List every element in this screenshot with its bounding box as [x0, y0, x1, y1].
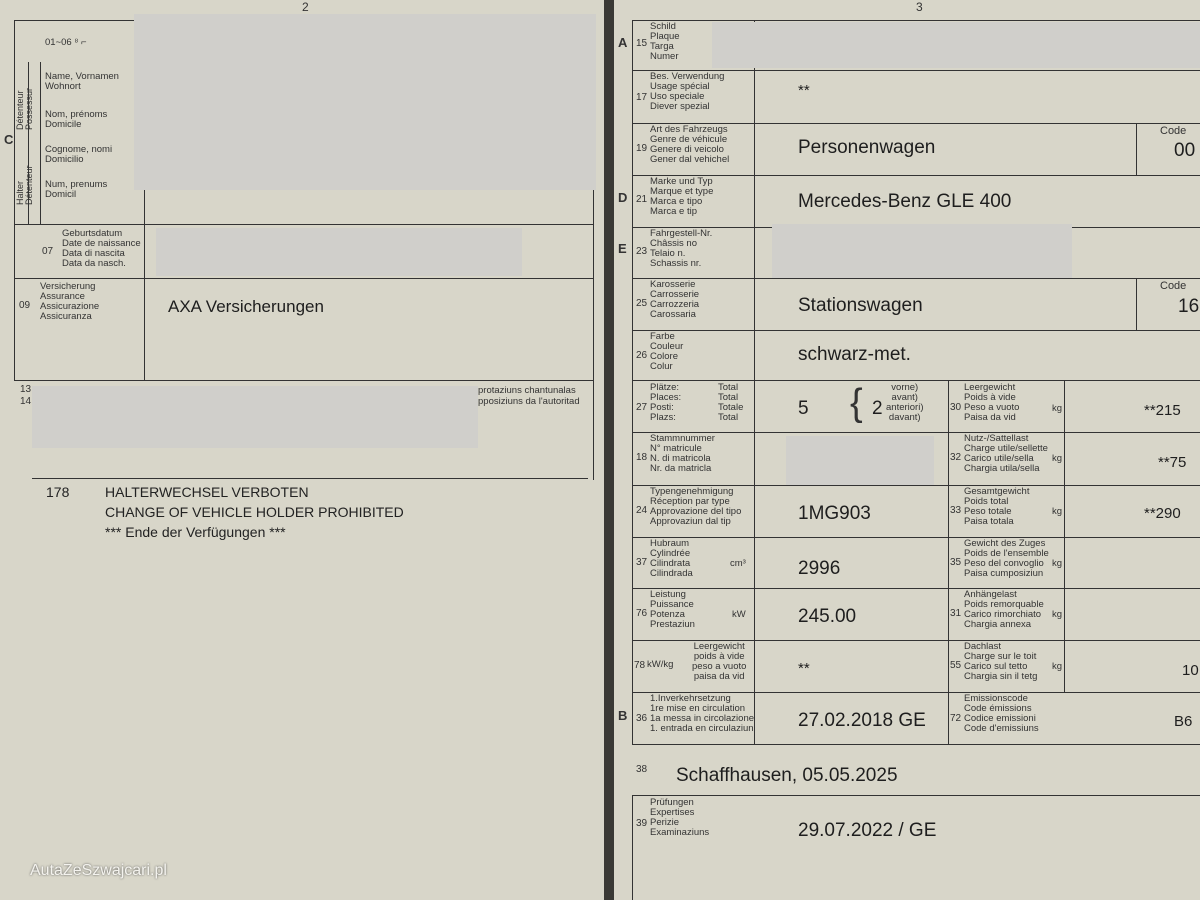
field-labels: Gesamtgewicht Poids total Peso totale Paisa totala — [964, 486, 1030, 527]
holder-vertical-label-2: Détenteur Possessur — [15, 87, 34, 130]
field-labels: Leistung Puissance Potenza Prestaziun — [650, 589, 695, 630]
field-number-07: 07 — [42, 246, 54, 257]
field-labels: Marke und Typ Marque et type Marca e tipo Marca e tip — [650, 176, 714, 217]
row-divider — [632, 744, 1200, 745]
row-letter-a: A — [618, 35, 628, 50]
remark-line-1: HALTERWECHSEL VERBOTEN — [105, 484, 309, 500]
name-label-it: Cognome, nomi Domicilio — [45, 144, 113, 165]
redacted-birthdate — [156, 228, 522, 276]
field-number: 25 — [636, 298, 648, 309]
row-divider — [632, 588, 1200, 589]
unit-label: kg — [1052, 506, 1063, 517]
field-number-39: 39 — [636, 818, 648, 829]
seats-front: 2 — [872, 398, 883, 419]
field-number: 31 — [950, 608, 962, 619]
row-divider — [632, 795, 1200, 796]
field-labels: Karosserie Carrosserie Carrozzeria Carossaria — [650, 279, 700, 320]
row-divider — [632, 537, 1200, 538]
row-divider — [632, 432, 1200, 433]
redacted-master-number — [786, 436, 934, 486]
field-labels: Stammnummer N° matricule N. di matricola Nr. da matricla — [650, 433, 715, 474]
redacted-holder-block — [134, 14, 596, 190]
redacted-field-13 — [32, 386, 478, 448]
frame-line — [1064, 380, 1065, 692]
row-divider — [14, 278, 594, 279]
field-number: 30 — [950, 402, 962, 413]
page-number-left: 2 — [302, 0, 309, 14]
frame-line — [14, 278, 15, 380]
vehicle-type-code: 00 — [1174, 140, 1196, 161]
remark-divider — [32, 478, 588, 479]
body-type-value: Stationswagen — [798, 295, 923, 316]
redacted-plate — [712, 22, 1200, 68]
row-divider — [14, 224, 594, 225]
page-number-right: 3 — [916, 0, 923, 14]
code-label: Code — [1160, 280, 1187, 292]
remark-line-2: CHANGE OF VEHICLE HOLDER PROHIBITED — [105, 504, 404, 520]
field-labels: Emissionscode Code émissions Codice emissioni Code d'emissiuns — [964, 693, 1039, 734]
field-value: ** — [798, 82, 810, 99]
code-label: Code — [1160, 125, 1187, 137]
unit-label: kg — [1052, 558, 1063, 569]
inspection-value: 29.07.2022 / GE — [798, 820, 937, 841]
field-number: 18 — [636, 452, 648, 463]
power-weight-value: ** — [798, 660, 810, 677]
field-number: 37 — [636, 557, 648, 568]
field-number: 33 — [950, 505, 962, 516]
unit-label: kg — [1052, 661, 1063, 672]
frame-line — [40, 62, 41, 224]
displacement-value: 2996 — [798, 558, 841, 579]
field-number-14: 14 — [20, 396, 32, 407]
field-labels: Nutz-/Sattellast Charge utile/sellette Carico utile/sella Chargia utila/sella — [964, 433, 1048, 474]
holder-vertical-label: Halter Détenteur — [15, 165, 34, 205]
frame-line — [1136, 123, 1137, 175]
field-number: 24 — [636, 505, 648, 516]
field-labels: Dachlast Charge sur le toit Carico sul tetto Chargia sin il tetg — [964, 641, 1038, 682]
vehicle-type-value: Personenwagen — [798, 137, 936, 158]
field-labels: Leergewicht poids à vide peso a vuoto paisa da vid — [692, 641, 747, 682]
roof-load-value: 10 — [1182, 662, 1199, 679]
seats-front-labels: vorne) avant) anteriori) davant) — [886, 382, 924, 423]
field-number: 32 — [950, 452, 962, 463]
field-labels: Anhängelast Poids remorquable Carico rimorchiato Chargia annexa — [964, 589, 1044, 630]
field-number: 27 — [636, 402, 648, 413]
field-number-09: 09 — [19, 300, 31, 311]
field-labels: Schild Plaque Targa Numer — [650, 21, 680, 62]
field-labels: 1.Inverkehrsetzung 1re mise en circulation 1a messa in circolazione 1. entrada en circulaziun — [650, 693, 755, 734]
field-labels: Farbe Couleur Colore Colur — [650, 331, 684, 372]
name-label-rm: Num, prenums Domicil — [45, 179, 108, 200]
name-label-de: Name, Vornamen Wohnort — [45, 71, 119, 92]
right-page — [614, 0, 1200, 900]
power-value: 245.00 — [798, 606, 857, 627]
type-approval-value: 1MG903 — [798, 503, 871, 524]
field-number-38: 38 — [636, 764, 648, 775]
row-divider — [14, 380, 594, 381]
row-letter-b: B — [618, 708, 628, 723]
field-number: 17 — [636, 92, 648, 103]
field-labels: Bes. Verwendung Usage spécial Uso speciale Diever spezial — [650, 71, 725, 112]
frame-line — [1136, 278, 1137, 330]
field-labels: Hubraum Cylindrée Cilindrata Cilindrada — [650, 538, 693, 579]
insurance-labels: Versicherung Assurance Assicurazione Assicuranza — [40, 281, 100, 322]
field-number: 78 — [634, 660, 646, 671]
field-labels: Leergewicht Poids à vide Peso a vuoto Paisa da vid — [964, 382, 1020, 423]
field-number: 21 — [636, 194, 648, 205]
inspection-labels: Prüfungen Expertises Perizie Examinaziuns — [650, 797, 710, 838]
field-labels: Fahrgestell-Nr. Châssis no Telaio n. Schassis nr. — [650, 228, 713, 269]
unit-label: kW — [732, 609, 746, 620]
unit-label: cm³ — [730, 558, 746, 569]
issue-place-date: Schaffhausen, 05.05.2025 — [676, 765, 898, 786]
payload-value: **75 — [1158, 454, 1187, 471]
field-number: 36 — [636, 713, 648, 724]
partial-text-1: protaziuns chantunalas — [478, 385, 576, 396]
field-number: 72 — [950, 713, 962, 724]
redacted-chassis-number — [772, 224, 1072, 278]
field-number: 23 — [636, 246, 648, 257]
brace-icon: { — [850, 382, 863, 424]
row-letter-d: D — [618, 190, 628, 205]
field-labels: Gewicht des Zuges Poids de l'ensemble Peso del convoglio Paisa cumposiziun — [964, 538, 1049, 579]
frame-line — [14, 20, 15, 280]
field-number: 26 — [636, 350, 648, 361]
row-divider — [632, 278, 1200, 279]
field-sub-labels: Total Total Totale Total — [718, 382, 744, 423]
remark-number: 178 — [46, 484, 70, 500]
row-divider — [632, 380, 1200, 381]
field-number: 19 — [636, 143, 648, 154]
small-top-text: 01~06 ⁸ ⌐ — [45, 37, 87, 48]
field-number: 35 — [950, 557, 962, 568]
body-type-code: 16 — [1178, 296, 1200, 317]
field-labels: Art des Fahrzeugs Genre de véhicule Genere di veicolo Gener dal vehichel — [650, 124, 730, 165]
frame-line — [948, 380, 949, 744]
first-registration-value: 27.02.2018 GE — [798, 710, 926, 731]
partial-text-2: pposiziuns da l'autoritad — [478, 396, 580, 407]
watermark: AutaZeSzwajcari.pl — [30, 862, 167, 879]
emission-code-value: B6 — [1174, 713, 1193, 730]
field-number: 76 — [636, 608, 648, 619]
unit-label: kW/kg — [647, 659, 674, 670]
field-number: 55 — [950, 660, 962, 671]
spine — [604, 0, 614, 900]
field-labels: Plätze: Places: Posti: Plazs: — [650, 382, 682, 423]
seats-total: 5 — [798, 398, 809, 419]
frame-line — [632, 20, 633, 744]
make-model-value: Mercedes-Benz GLE 400 — [798, 191, 1012, 212]
field-number-13: 13 — [20, 384, 32, 395]
remark-line-3: *** Ende der Verfügungen *** — [105, 524, 286, 540]
frame-line — [754, 20, 755, 744]
unit-label: kg — [1052, 403, 1063, 414]
row-divider — [632, 175, 1200, 176]
side-letter-c: C — [4, 132, 14, 147]
empty-weight-value: **215 — [1144, 402, 1181, 419]
unit-label: kg — [1052, 453, 1063, 464]
field-labels: Typengenehmigung Réception par type Approvazione del tipo Approvaziun dal tip — [650, 486, 742, 527]
unit-label: kg — [1052, 609, 1063, 620]
birth-labels: Geburtsdatum Date de naissance Data di nascita Data da nasch. — [62, 228, 141, 269]
frame-line — [632, 20, 1200, 21]
color-value: schwarz-met. — [798, 344, 911, 365]
frame-line — [632, 795, 633, 900]
gross-weight-value: **290 — [1144, 505, 1181, 522]
field-number: 15 — [636, 38, 648, 49]
row-letter-e: E — [618, 241, 627, 256]
name-label-fr: Nom, prénoms Domicile — [45, 109, 108, 130]
row-divider — [632, 330, 1200, 331]
insurance-value: AXA Versicherungen — [168, 297, 324, 316]
